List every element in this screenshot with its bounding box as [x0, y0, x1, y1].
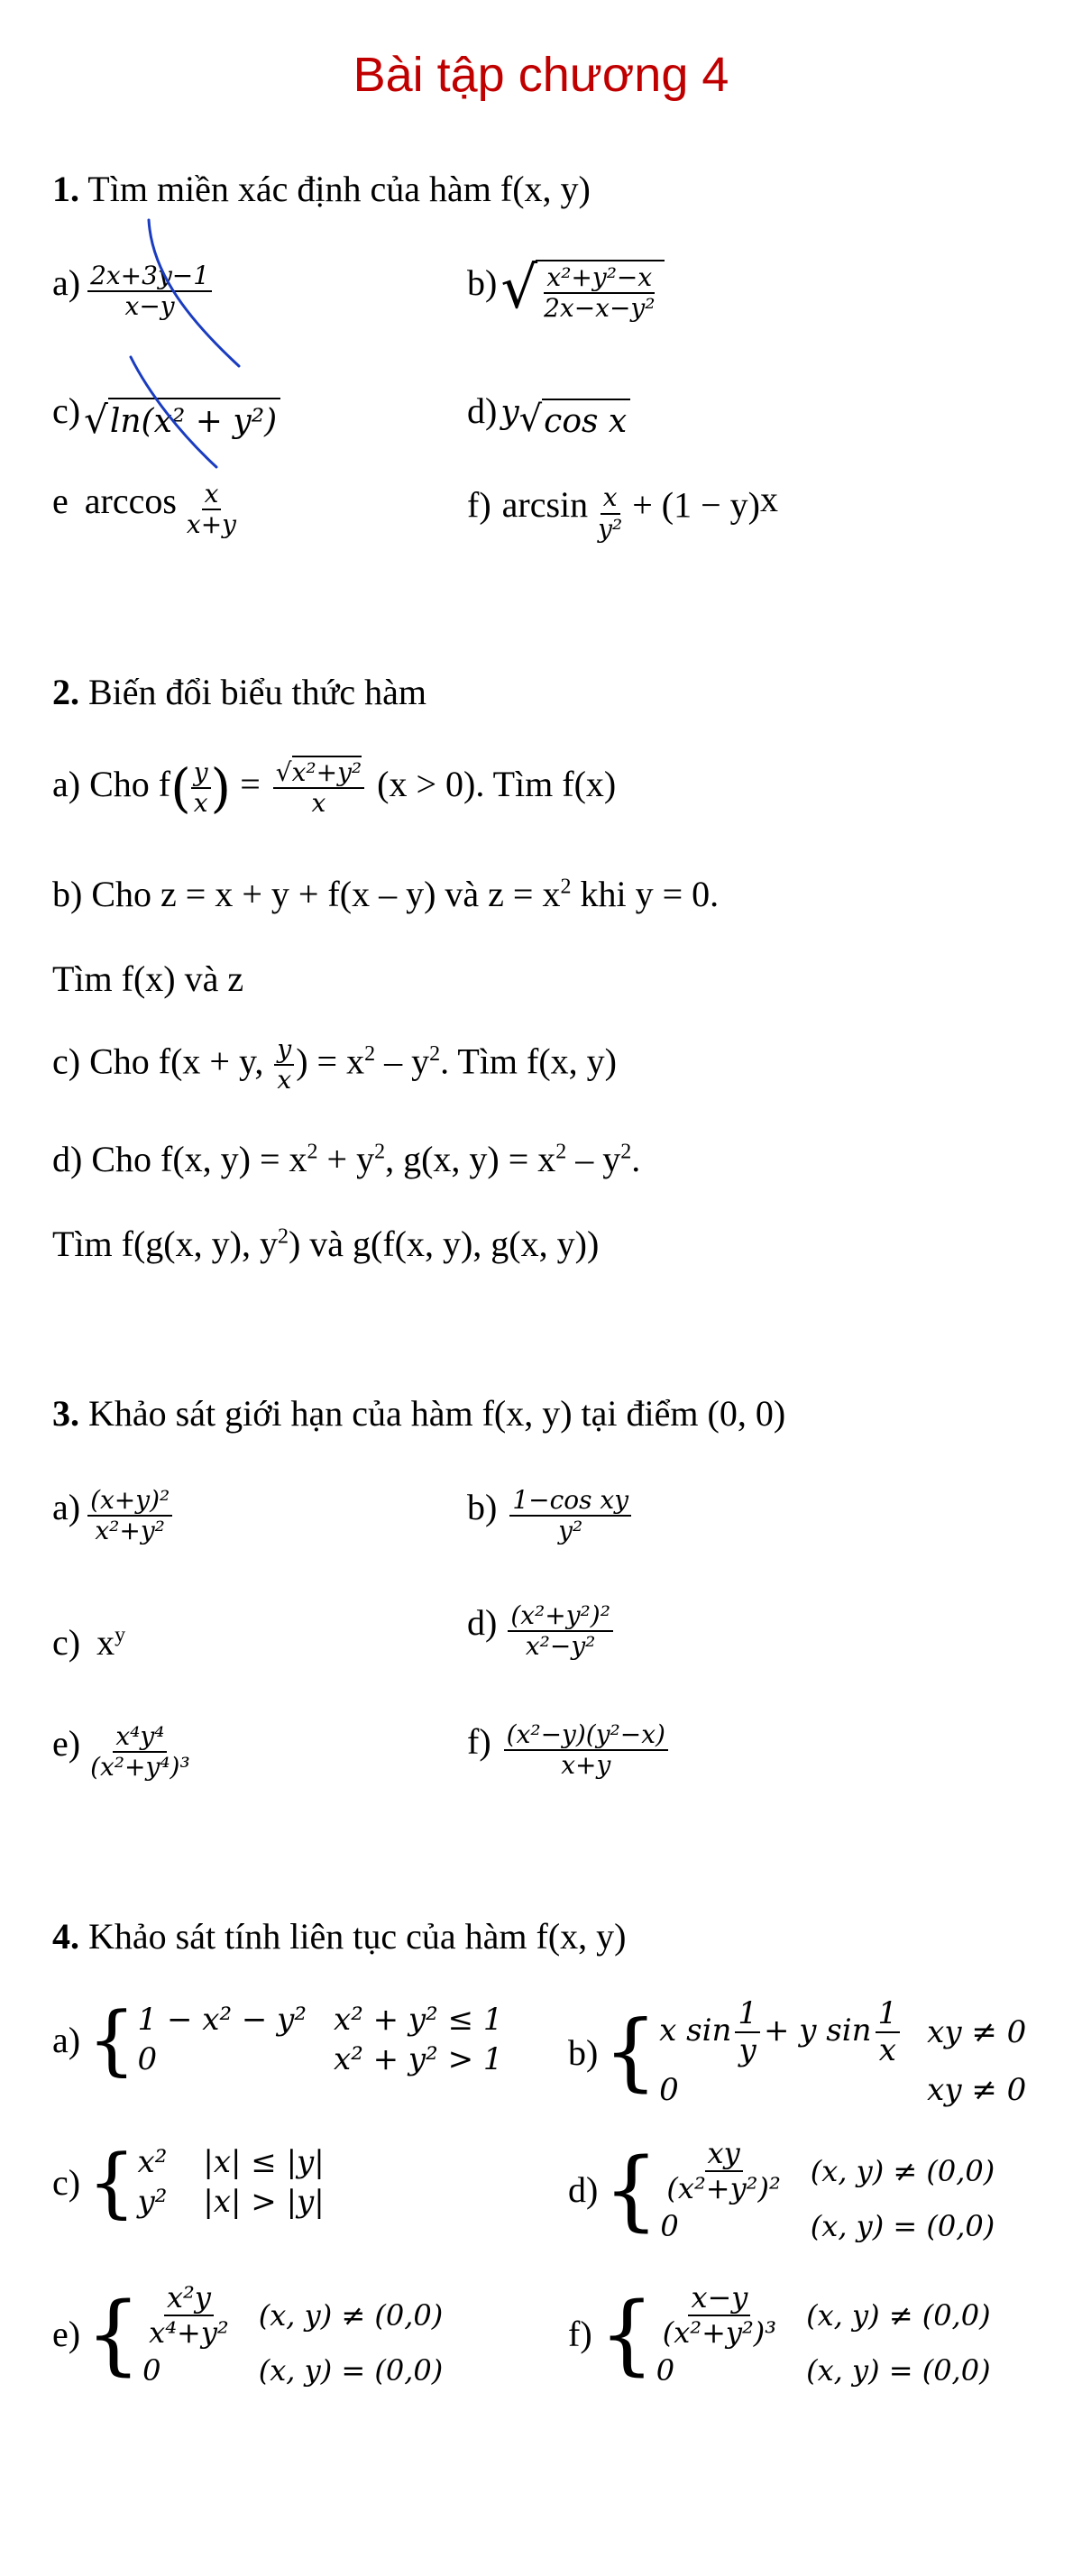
- expression-tail: + (1 − y): [632, 484, 760, 526]
- item-label: d): [467, 390, 498, 431]
- radical-sign-icon: √: [500, 255, 538, 322]
- exercise-3f: [467, 1720, 672, 1781]
- radicand: ln(x² + y²): [108, 398, 280, 442]
- page-title: Bài tập chương 4: [353, 48, 729, 102]
- exercise-2c: c) Cho f(x + y, $\frac{y}{x}$ ) = $x^2 - y^2$. Tìm f(x, y): [52, 1034, 617, 1095]
- denominator: x: [311, 788, 326, 818]
- denominator: x+y: [561, 1750, 611, 1781]
- section-number: 4.: [52, 1916, 79, 1957]
- function-name: arccos: [84, 481, 177, 521]
- denominator: y²: [598, 513, 623, 544]
- item-label: f): [467, 484, 491, 526]
- denominator: y²: [558, 1516, 583, 1546]
- piecewise-cases: $\frac{x-y}{\text{(x²+y²)³}}$ (x, y) ≠ (0,0) 0 (x, y) = (0,0): [656, 2280, 991, 2388]
- handwritten-strike-mark: [126, 213, 252, 474]
- fraction: [273, 758, 364, 818]
- exercise-1e: [52, 480, 243, 540]
- fraction: $\frac{xy}{\text{(x²+y²)²}}$: [666, 2136, 781, 2205]
- section-number: 1.: [52, 169, 79, 209]
- section-title: Khảo sát giới hạn của hàm f(x, y) tại điểm (0, 0): [88, 1393, 786, 1434]
- item-label: d): [568, 2169, 599, 2211]
- fraction: [87, 1486, 172, 1545]
- fraction: $\frac{\text{x²y}}{\text{x⁴+y²}}$: [149, 2280, 229, 2350]
- numerator: y: [274, 1035, 294, 1066]
- equals-sign: =: [240, 764, 261, 805]
- section-3-heading: [52, 1392, 785, 1435]
- item-label: a): [52, 1487, 81, 1527]
- piecewise-cases: $\frac{xy}{\text{(x²+y²)²}}$ (x, y) ≠ (0,0) 0 (x, y) = (0,0): [660, 2136, 995, 2243]
- denominator: x+y: [186, 509, 236, 540]
- fraction: $\frac{x-y}{\text{(x²+y²)³}}$: [662, 2280, 777, 2350]
- item-label: e: [52, 481, 69, 521]
- fraction: [184, 480, 239, 539]
- fraction: [87, 1722, 193, 1782]
- denominator: (x²+y⁴)³: [90, 1752, 190, 1783]
- fraction: [504, 1720, 668, 1780]
- item-label: c): [52, 1622, 81, 1663]
- item-label: b): [467, 1487, 498, 1527]
- numerator: (x²+y²)²: [508, 1601, 613, 1632]
- exercise-3d: [467, 1601, 617, 1662]
- exercise-3c: [52, 1621, 125, 1664]
- numerator: √x²+y²: [273, 758, 364, 789]
- section-4-heading: [52, 1915, 626, 1957]
- numerator: 1−cos xy: [509, 1486, 631, 1517]
- fraction: [509, 1486, 631, 1545]
- section-2-heading: [52, 671, 426, 713]
- section-number: 3.: [52, 1393, 79, 1434]
- function-name: arcsin: [501, 484, 589, 526]
- item-label: c): [52, 2161, 81, 2203]
- denominator: x²+y²: [95, 1516, 165, 1546]
- item-label: b): [568, 2031, 599, 2073]
- exponent: x: [759, 479, 778, 519]
- exercise-suffix: (x > 0). Tìm f(x): [377, 764, 617, 805]
- exercise-4e: [52, 2281, 443, 2388]
- section-title: Tìm miền xác định của hàm f(x, y): [87, 169, 591, 209]
- radicand: cos x: [542, 399, 630, 440]
- piecewise-cases: 1 − x² − y² x² + y² ≤ 1 0 x² + y² > 1: [137, 2002, 503, 2077]
- numerator: x²+y²−x: [544, 263, 655, 294]
- exercise-2d-question: Tìm f(g(x, y), $y^2$) và g(f(x, y), g(x, y)): [52, 1224, 600, 1264]
- exercise-2d: d) Cho f(x, $y) = x^2 + y^2$, g(x, $y) = x^2 - y^2$.: [52, 1139, 641, 1179]
- numerator: (x²−y)(y²−x): [504, 1720, 668, 1751]
- left-brace-icon: {: [86, 2283, 142, 2385]
- exercise-4a: [52, 1995, 503, 2084]
- base: x: [96, 1622, 115, 1663]
- fraction: [508, 1601, 613, 1661]
- fraction: [274, 1035, 294, 1095]
- exercise-2b: b) Cho z = x + y + f(x – y) và $z = x^2$ khi y = 0.: [52, 874, 720, 914]
- denominator: x: [277, 1065, 292, 1095]
- denominator: 2x−x−y²: [544, 293, 656, 324]
- left-brace-icon: {: [87, 1995, 136, 2084]
- piecewise-cases: x sin $\frac{1}{y}$ + y sin $\frac{1}{x}$ xy ≠ 0 0 xy ≠ 0: [659, 1995, 1027, 2109]
- fraction: $\frac{1}{y}$: [735, 1996, 760, 2068]
- section-number: 2.: [52, 672, 79, 712]
- item-label: f): [467, 1721, 491, 1762]
- item-label: b): [467, 261, 498, 303]
- radical-sign-icon: √: [518, 399, 543, 441]
- square-root: [519, 399, 631, 440]
- exercise-3b: [467, 1486, 635, 1546]
- fraction: [541, 263, 657, 323]
- exercise-4b: [568, 1996, 1026, 2108]
- exercise-4c: [52, 2138, 325, 2226]
- fraction: [595, 483, 625, 543]
- numerator: x: [202, 480, 222, 510]
- item-label: d): [467, 1602, 498, 1643]
- denominator: x²−y²: [525, 1631, 596, 1662]
- section-title: Khảo sát tính liên tục của hàm f(x, y): [88, 1916, 627, 1957]
- piecewise-cases: $\frac{\text{x²y}}{\text{x⁴+y²}}$ (x, y) ≠ (0,0) 0 (x, y) = (0,0): [142, 2280, 444, 2388]
- radical-sign-icon: √: [275, 756, 292, 787]
- exponent: y: [115, 1623, 126, 1647]
- radical-sign-icon: √: [84, 397, 108, 442]
- left-brace-icon: {: [603, 2003, 658, 2102]
- square-root: [500, 255, 665, 324]
- item-label: f): [568, 2314, 592, 2355]
- section-title: Biến đổi biểu thức hàm: [88, 672, 426, 712]
- exercise-1b: [467, 255, 665, 324]
- exercise-1f: [467, 478, 778, 544]
- item-label: e): [52, 1723, 81, 1764]
- fraction: [191, 758, 211, 818]
- item-label: e): [52, 2314, 81, 2355]
- exercise-2b-question: Tìm f(x) và z: [52, 958, 244, 999]
- left-brace-icon: {: [603, 2139, 659, 2241]
- exercise-prefix: a) Cho f: [52, 764, 171, 805]
- item-label: a): [52, 262, 81, 303]
- numerator: 2x+3y−1: [87, 261, 212, 292]
- numerator: x: [601, 483, 620, 514]
- fraction: $\frac{1}{x}$: [876, 1996, 901, 2068]
- exercise-4d: [568, 2137, 995, 2243]
- exercise-2a: a) Cho f( $\frac{y}{x}$ ) = $\frac{\text{√x²+y²}}{x}$ (x > 0). Tìm f(x): [52, 756, 617, 819]
- denominator: x−y: [124, 291, 175, 322]
- numerator: (x+y)²: [87, 1486, 172, 1517]
- exercise-4f: [568, 2281, 991, 2388]
- denominator: x: [193, 788, 208, 818]
- item-label: a): [52, 2019, 81, 2060]
- exercise-3a: [52, 1486, 176, 1546]
- left-brace-icon: {: [599, 2283, 655, 2385]
- section-1-heading: [52, 168, 591, 210]
- piecewise-cases: x² |x| ≤ |y| y² |x| > |y|: [137, 2144, 325, 2220]
- numerator: x⁴y⁴: [113, 1722, 167, 1753]
- expression-prefix: y: [500, 394, 519, 431]
- exercise-3e: [52, 1722, 197, 1783]
- numerator: y: [191, 758, 211, 789]
- exercise-1d: [467, 390, 630, 440]
- item-label: c): [52, 390, 81, 431]
- left-brace-icon: {: [87, 2138, 136, 2226]
